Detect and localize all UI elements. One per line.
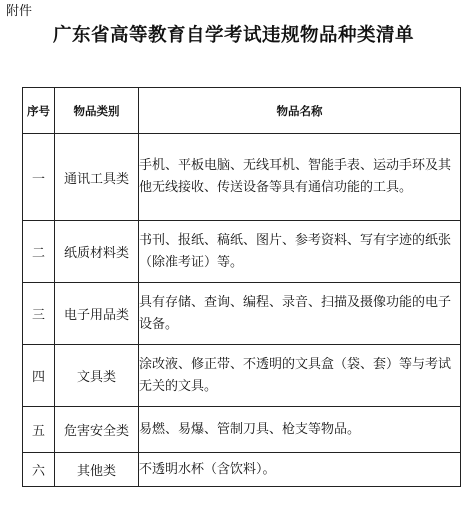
row-number: 四 [23,345,55,407]
table-row [23,134,461,221]
row-description: 涂改液、修正带、不透明的文具盒（袋、套）等与考试无关的文具。 [139,345,461,407]
row-category: 危害安全类 [55,407,139,453]
document-title: 广东省高等教育自学考试违规物品种类清单 [52,25,414,46]
row-description: 书刊、报纸、稿纸、图片、参考资料、写有字迹的纸张（除准考证）等。 [139,221,461,283]
prohibited-items-table [22,87,461,487]
row-description: 手机、平板电脑、无线耳机、智能手表、运动手环及其他无线接收、传送设备等具有通信功能的工具。 [139,134,461,221]
table-header-row [23,88,461,134]
row-description: 易燃、易爆、管制刀具、枪支等物品。 [139,407,461,453]
row-number: 五 [23,407,55,453]
table-row [23,345,461,407]
row-category: 文具类 [55,345,139,407]
header-number: 序号 [23,88,55,134]
row-category: 其他类 [55,453,139,487]
table-row [23,407,461,453]
row-category: 纸质材料类 [55,221,139,283]
table-row [23,283,461,345]
row-number: 六 [23,453,55,487]
row-category: 电子用品类 [55,283,139,345]
header-item-name: 物品名称 [139,88,461,134]
row-category: 通讯工具类 [55,134,139,221]
row-number: 二 [23,221,55,283]
row-description: 不透明水杯（含饮料）。 [139,453,461,487]
row-number: 三 [23,283,55,345]
header-category: 物品类别 [55,88,139,134]
row-description: 具有存储、查询、编程、录音、扫描及摄像功能的电子设备。 [139,283,461,345]
table-row [23,221,461,283]
table-row [23,453,461,487]
row-number: 一 [23,134,55,221]
attachment-label: 附件 [6,4,33,19]
